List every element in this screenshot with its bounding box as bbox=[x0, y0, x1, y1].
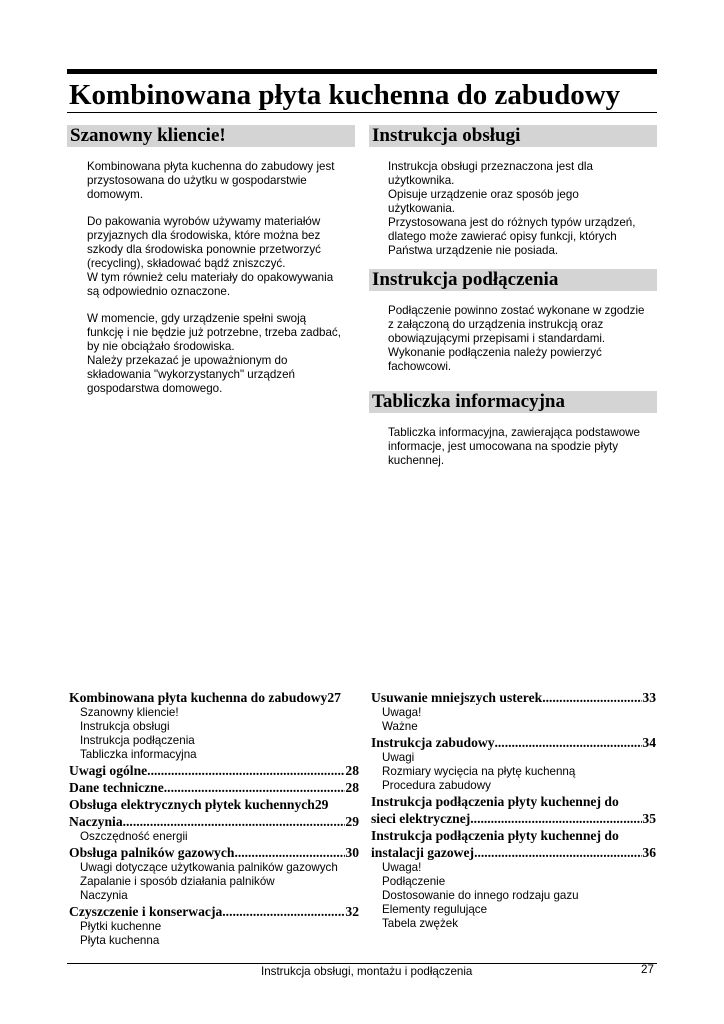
toc-entry-page: 29 bbox=[314, 797, 329, 812]
toc-subentry[interactable]: Elementy regulujące bbox=[382, 903, 488, 916]
section-heading-operating-instructions: Instrukcja obsługi bbox=[369, 125, 657, 147]
paragraph-line: szkody dla środowiska ponownie przetworzyć bbox=[87, 243, 321, 256]
toc-entry-page: 28 bbox=[345, 763, 359, 778]
toc-entry[interactable] bbox=[69, 762, 359, 779]
toc-leader-dots bbox=[542, 689, 642, 706]
toc-entry-title-line[interactable]: Instrukcja podłączenia płyty kuchennej do bbox=[371, 828, 619, 843]
toc-entry-page: 29 bbox=[345, 814, 359, 829]
toc-leader-dots bbox=[495, 734, 643, 751]
toc-entry[interactable] bbox=[371, 844, 656, 861]
toc-entry[interactable] bbox=[69, 903, 359, 920]
paragraph-line: Podłączenie powinno zostać wykonane w zgodzie bbox=[388, 304, 645, 317]
paragraph-line: Do pakowania wyrobów używamy materiałów bbox=[87, 215, 321, 228]
toc-subentry[interactable]: Tabela zwężek bbox=[382, 917, 459, 930]
toc-subentry[interactable]: Szanowny kliencie! bbox=[80, 706, 179, 719]
toc-entry-title-line[interactable]: Instrukcja podłączenia płyty kuchennej do bbox=[371, 794, 619, 809]
toc-entry[interactable] bbox=[69, 796, 359, 813]
toc-subentry[interactable]: Uwagi bbox=[382, 751, 415, 764]
toc-entry-title: Naczynia bbox=[69, 814, 123, 829]
toc-subentry[interactable]: Płyta kuchenna bbox=[80, 934, 160, 947]
toc-leader-dots bbox=[164, 779, 346, 796]
toc-entry[interactable] bbox=[69, 779, 359, 796]
paragraph-line: domowym. bbox=[87, 188, 144, 201]
toc-entry-page: 30 bbox=[345, 845, 359, 860]
toc-right-column bbox=[371, 689, 656, 931]
paragraph-line: W momencie, gdy urządzenie spełni swoją bbox=[87, 312, 307, 325]
paragraph-line: użytkowania. bbox=[388, 202, 456, 215]
toc-subentry[interactable]: Procedura zabudowy bbox=[382, 779, 491, 792]
toc-entry-title: Kombinowana płyta kuchenna do zabudowy bbox=[69, 690, 328, 705]
paragraph-line: funkcję i nie będzie już potrzebne, trzeba zadbać, bbox=[87, 326, 341, 339]
toc-entry-page: 27 bbox=[327, 690, 341, 705]
toc-subentry[interactable]: Uwaga! bbox=[382, 706, 422, 719]
paragraph-line: Przystosowana jest do różnych typów urządzeń, bbox=[388, 216, 636, 229]
toc-entry-title: sieci elektrycznej bbox=[371, 811, 471, 826]
page-number: 27 bbox=[641, 963, 654, 976]
paragraph-line: Opisuje urządzenie oraz sposób jego bbox=[388, 188, 579, 201]
footer-rule bbox=[67, 963, 657, 964]
paragraph-line: (recycling), składować bądź zniszczyć. bbox=[87, 257, 286, 270]
toc-entry-page: 32 bbox=[345, 904, 359, 919]
paragraph-line: Tabliczka informacyjna, zawierająca podstawowe bbox=[388, 426, 640, 439]
paragraph-line bbox=[87, 202, 355, 215]
toc-subentry[interactable]: Naczynia bbox=[80, 889, 128, 902]
paragraph-line: dlatego może zawierać opisy funkcji, których bbox=[388, 230, 617, 243]
toc-leader-dots bbox=[147, 762, 345, 779]
toc-entry-title: Obsługa palników gazowych bbox=[69, 845, 235, 860]
toc-entry-page: 36 bbox=[642, 845, 656, 860]
toc-entry-title: Instrukcja zabudowy bbox=[371, 735, 495, 750]
section-heading-dear-customer: Szanowny kliencie! bbox=[67, 125, 355, 147]
toc-entry-title: instalacji gazowej bbox=[371, 845, 475, 860]
toc-subentry[interactable]: Zapalanie i sposób działania palników bbox=[80, 875, 275, 888]
toc-subentry[interactable]: Instrukcja obsługi bbox=[80, 720, 170, 733]
paragraph-line: by nie obciążało środowiska. bbox=[87, 340, 235, 353]
paragraph-line: Instrukcja obsługi przeznaczona jest dla bbox=[388, 160, 593, 173]
paragraph-line: Kombinowana płyta kuchenna do zabudowy jest bbox=[87, 160, 335, 173]
paragraph-line: składowania "wykorzystanych" urządzeń bbox=[87, 368, 295, 381]
toc-left-column bbox=[69, 689, 359, 948]
toc-entry-title: Dane techniczne bbox=[69, 780, 164, 795]
toc-subentry[interactable]: Ważne bbox=[382, 720, 418, 733]
paragraph-line: przyjaznych dla środowiska, które można bez bbox=[87, 229, 321, 242]
toc-entry-title: Uwagi ogólne bbox=[69, 763, 148, 778]
toc-entry[interactable] bbox=[371, 689, 656, 706]
paragraph-line: są odpowiednio oznaczone. bbox=[87, 285, 231, 298]
paragraph-line: kuchennej. bbox=[388, 454, 445, 467]
toc-leader-dots bbox=[470, 810, 642, 827]
paragraph-line: użytkownika. bbox=[388, 174, 455, 187]
toc-subentry[interactable]: Podłączenie bbox=[382, 875, 446, 888]
toc-entry-page: 34 bbox=[642, 735, 656, 750]
paragraph-line: Państwa urządzenie nie posiada. bbox=[388, 244, 559, 257]
toc-entry-title: Obsługa elektrycznych płytek kuchennych bbox=[69, 797, 315, 812]
toc-entry-title: Usuwanie mniejszych usterek bbox=[371, 690, 543, 705]
toc-subentry[interactable]: Uwaga! bbox=[382, 861, 422, 874]
paragraph-line: gospodarstwa domowego. bbox=[87, 382, 223, 395]
top-thick-rule bbox=[67, 69, 657, 74]
title-underline bbox=[67, 112, 657, 113]
toc-entry[interactable] bbox=[69, 689, 359, 706]
section-body-dear-customer bbox=[87, 160, 355, 396]
footer-title: Instrukcja obsługi, montażu i podłączenia bbox=[261, 965, 473, 978]
paragraph-line: Wykonanie podłączenia należy powierzyć bbox=[388, 346, 602, 359]
paragraph-line: fachowcowi. bbox=[388, 360, 452, 373]
section-body-rating-plate bbox=[388, 426, 656, 468]
toc-subentry[interactable]: Płytki kuchenne bbox=[80, 920, 162, 933]
paragraph-line: informacje, jest umocowana na spodzie płyty bbox=[388, 440, 619, 453]
paragraph-line bbox=[87, 299, 355, 312]
toc-entry-page: 33 bbox=[642, 690, 656, 705]
toc-leader-dots bbox=[222, 903, 345, 920]
paragraph-line: z załączoną do urządzenia instrukcją oraz bbox=[388, 318, 604, 331]
section-heading-connection-instructions: Instrukcja podłączenia bbox=[369, 269, 657, 291]
paragraph-line: Należy przekazać je upoważnionym do bbox=[87, 354, 288, 367]
toc-entry-page: 28 bbox=[345, 780, 359, 795]
toc-entry-title: Czyszczenie i konserwacja bbox=[69, 904, 223, 919]
section-body-connection-instructions bbox=[388, 304, 656, 374]
paragraph-line: obowiązującymi przepisami i standardami. bbox=[388, 332, 606, 345]
section-heading-rating-plate: Tabliczka informacyjna bbox=[369, 391, 657, 413]
toc-entry[interactable] bbox=[69, 844, 359, 861]
toc-subentry[interactable]: Uwagi dotyczące użytkowania palników gazowych bbox=[80, 861, 338, 874]
toc-entry[interactable] bbox=[69, 813, 359, 830]
toc-leader-dots bbox=[123, 813, 346, 830]
paragraph-line: przystosowana do użytku w gospodarstwie bbox=[87, 174, 307, 187]
toc-subentry[interactable]: Rozmiary wycięcia na płytę kuchenną bbox=[382, 765, 576, 778]
toc-subentry[interactable]: Tabliczka informacyjna bbox=[80, 748, 197, 761]
toc-leader-dots bbox=[474, 844, 642, 861]
toc-subentry[interactable]: Dostosowanie do innego rodzaju gazu bbox=[382, 889, 579, 902]
section-body-operating-instructions bbox=[388, 160, 656, 258]
toc-subentry[interactable]: Instrukcja podłączenia bbox=[80, 734, 195, 747]
toc-entry[interactable] bbox=[371, 810, 656, 827]
page-title: Kombinowana płyta kuchenna do zabudowy bbox=[69, 79, 621, 111]
toc-leader-dots bbox=[234, 844, 345, 861]
toc-entry-page: 35 bbox=[642, 811, 656, 826]
toc-entry[interactable] bbox=[371, 734, 656, 751]
toc-subentry[interactable]: Oszczędność energii bbox=[80, 830, 188, 843]
paragraph-line: W tym również celu materiały do opakowywania bbox=[87, 271, 334, 284]
